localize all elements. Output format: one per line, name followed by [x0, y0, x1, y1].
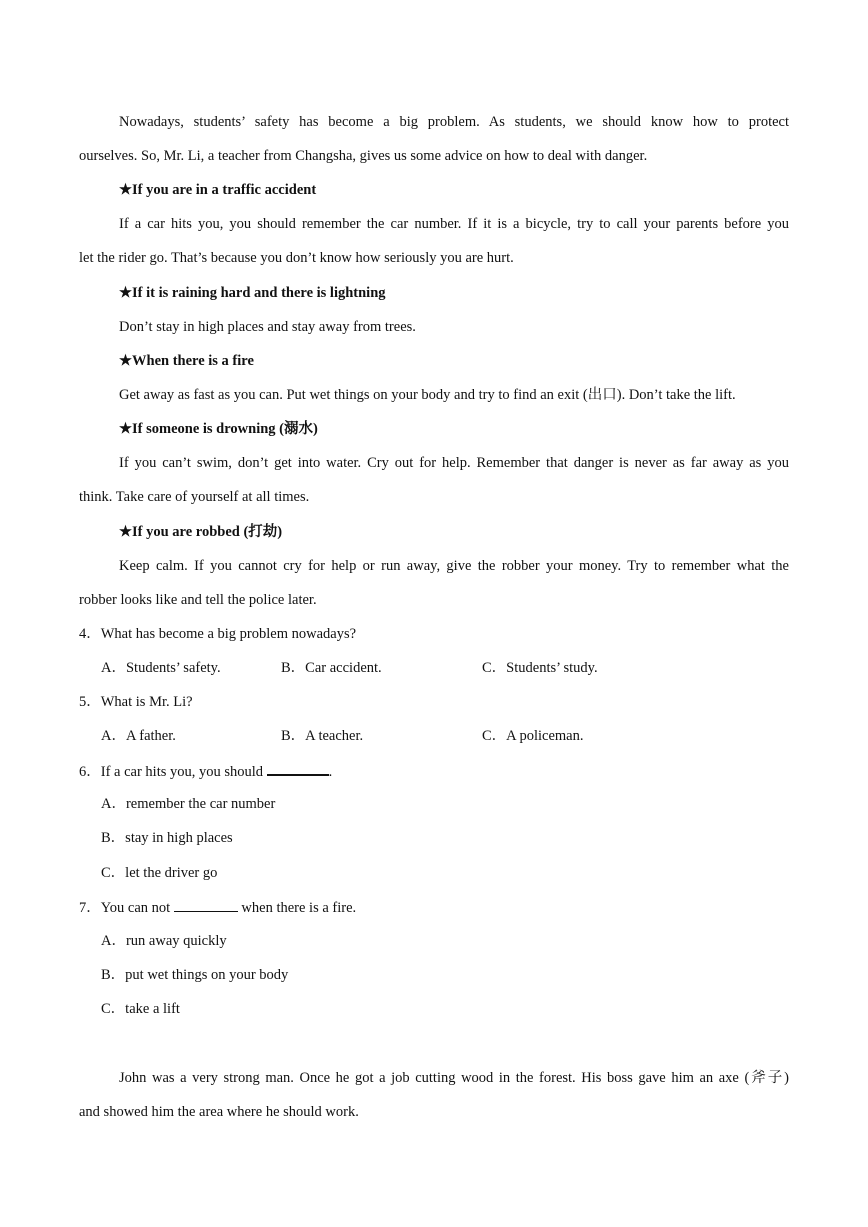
section-heading: ★When there is a fire: [119, 353, 254, 369]
section-heading: ★If someone is drowning (溺水): [119, 421, 318, 437]
paragraph-line: Nowadays, students’ safety has become a big problem. As students, we should know how to protect: [119, 114, 789, 130]
paragraph-line: Get away as fast as you can. Put wet things on your body and try to find an exit (出口). Don’t take the lift.: [119, 387, 736, 403]
answer-option[interactable]: B．stay in high places: [101, 830, 233, 846]
paragraph-line: Don’t stay in high places and stay away from trees.: [119, 319, 416, 335]
answer-option[interactable]: C．A policeman.: [482, 728, 584, 744]
answer-option[interactable]: B．put wet things on your body: [101, 967, 289, 983]
paragraph-line: John was a very strong man. Once he got a job cutting wood in the forest. His boss gave him an axe (斧子): [119, 1070, 789, 1086]
answer-option[interactable]: C．Students’ study.: [482, 660, 598, 676]
answer-option[interactable]: B．A teacher.: [281, 728, 364, 744]
paragraph-line: If a car hits you, you should remember the car number. If it is a bicycle, try to call your parents before you: [119, 216, 789, 232]
paragraph-line: robber looks like and tell the police later.: [79, 592, 317, 608]
paragraph-line: let the rider go. That’s because you don’t know how seriously you are hurt.: [79, 250, 514, 266]
question-stem-text: .: [328, 764, 333, 780]
answer-option[interactable]: B．Car accident.: [281, 660, 382, 676]
question-stem-text: when there is a fire.: [241, 900, 357, 916]
answer-option[interactable]: A．remember the car number: [101, 796, 276, 812]
question-stem: [79, 760, 789, 782]
question-stem-text: 6．If a car hits you, you should: [79, 764, 264, 780]
answer-option[interactable]: C．let the driver go: [101, 865, 218, 881]
answer-blank: [174, 897, 238, 912]
paragraph-line: Keep calm. If you cannot cry for help or run away, give the robber your money. Try to remember what the: [119, 558, 789, 574]
answer-blank: [267, 760, 329, 776]
question-stem: 5．What is Mr. Li?: [79, 694, 193, 710]
paragraph-line: think. Take care of yourself at all times.: [79, 489, 310, 505]
section-heading: ★If you are robbed (打劫): [119, 524, 283, 540]
answer-option[interactable]: C．take a lift: [101, 1001, 180, 1017]
paragraph-line: ourselves. So, Mr. Li, a teacher from Changsha, gives us some advice on how to deal with danger.: [79, 148, 648, 164]
paragraph-line: and showed him the area where he should work.: [79, 1104, 359, 1120]
paragraph-line: If you can’t swim, don’t get into water. Cry out for help. Remember that danger is never as far away as you: [119, 455, 789, 471]
question-stem: [79, 897, 789, 918]
question-stem-text: 7．You can not: [79, 900, 171, 916]
answer-option[interactable]: A．Students’ safety.: [101, 660, 221, 676]
section-heading: ★If you are in a traffic accident: [119, 182, 317, 198]
answer-option[interactable]: A．A father.: [101, 728, 176, 744]
section-heading: ★If it is raining hard and there is lightning: [119, 285, 386, 301]
question-stem: 4．What has become a big problem nowadays?: [79, 626, 357, 642]
answer-option[interactable]: A．run away quickly: [101, 933, 227, 949]
